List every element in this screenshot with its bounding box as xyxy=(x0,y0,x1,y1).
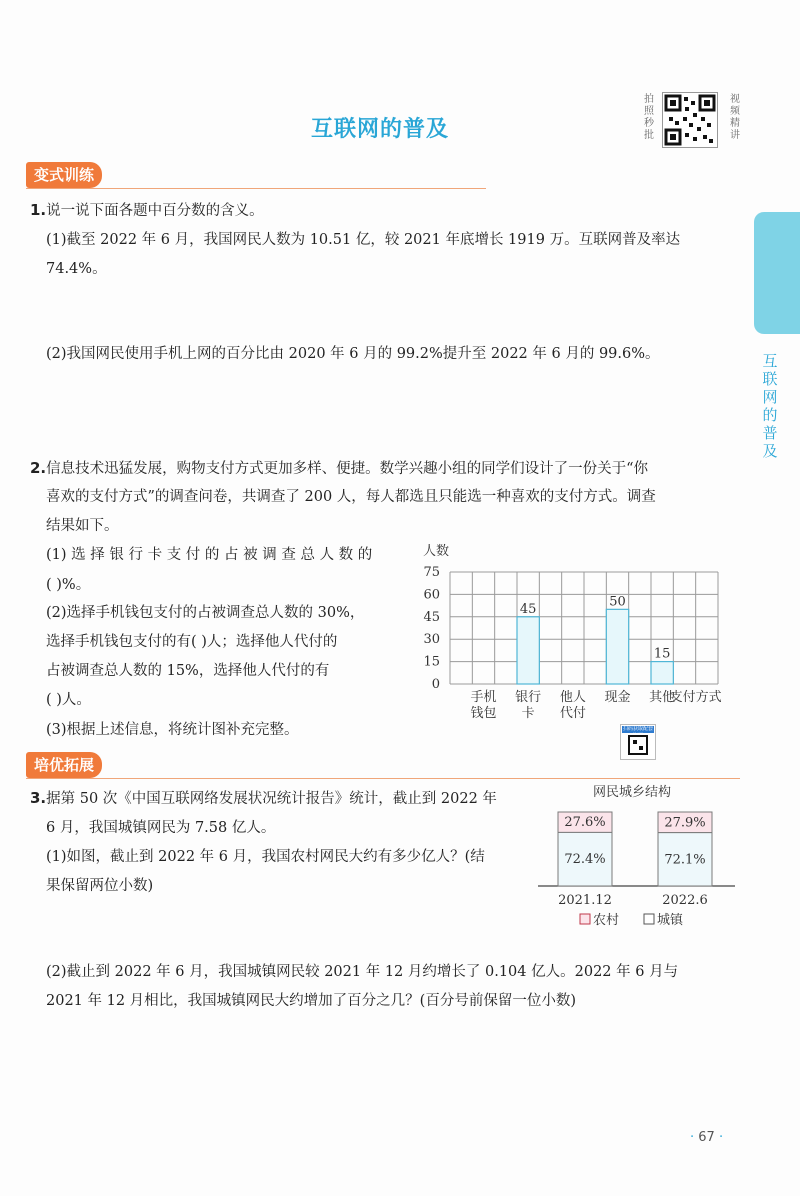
section-tag-variant-training: 变式训练 xyxy=(26,162,102,188)
question-1-stem xyxy=(30,196,264,225)
bar xyxy=(606,609,628,684)
q2-sub2-line1: (2)选择手机钱包支付的占被调查总人数的 30%， xyxy=(46,605,365,621)
question-text: 信息技术迅猛发展，购物支付方式更加多样、便捷。数学兴趣小组的同学们设计了一份关于“你 xyxy=(46,461,649,477)
qr-code-icon xyxy=(621,725,655,759)
section-divider xyxy=(26,188,486,189)
y-tick-label: 60 xyxy=(423,587,440,603)
x-tick-label: 代付 xyxy=(559,706,586,721)
question-2-line1 xyxy=(30,454,648,483)
question-2-line3: 结果如下。 xyxy=(46,518,119,534)
bar-value-label: 27.6% xyxy=(564,815,606,831)
legend-swatch-rural xyxy=(580,914,590,924)
q2-sub3: (3)根据上述信息，将统计图补充完整。 xyxy=(46,722,299,738)
bar-value-label: 72.4% xyxy=(564,852,606,868)
question-text: 说一说下面各题中百分数的含义。 xyxy=(46,203,264,219)
q2-sub1-line2: ( )%。 xyxy=(46,577,91,593)
bar-value-label: 45 xyxy=(519,601,537,617)
chart-title: 网民城乡结构 xyxy=(592,785,672,800)
resource-qr-badge[interactable] xyxy=(620,724,656,760)
q1-part1-line1: (1)截至 2022 年 6 月，我国网民人数为 10.51 亿，较 2021 年底增长 1919 万。互联网普及率达 xyxy=(46,232,681,248)
bar xyxy=(651,662,673,684)
x-axis-title: 支付方式 xyxy=(669,690,722,705)
question-number: 2. xyxy=(30,459,47,477)
legend-label: 城镇 xyxy=(657,913,684,928)
question-3-line1 xyxy=(30,784,497,813)
x-tick-label: 卡 xyxy=(521,706,535,721)
q3-sub2-line2: 2021 年 12 月相比，我国城镇网民大约增加了百分之几？(百分号前保留一位小数) xyxy=(46,993,576,1009)
question-3-line2: 6 月，我国城镇网民为 7.58 亿人。 xyxy=(46,820,276,836)
qr-right-text: 视 频 精 讲 xyxy=(730,94,740,141)
qr-left-text: 拍 照 秒 批 xyxy=(644,94,654,141)
x-tick-label: 钱包 xyxy=(470,706,497,721)
x-tick-label: 他人 xyxy=(559,690,586,705)
chapter-side-label: 互 联 网 的 普 及 xyxy=(762,352,778,460)
page-number xyxy=(690,1130,723,1145)
bar xyxy=(517,617,539,684)
q2-sub2-line2: 选择手机钱包支付的有( )人；选择他人代付的 xyxy=(46,634,338,650)
bar-value-label: 27.9% xyxy=(664,815,706,831)
page-dot-icon: · xyxy=(690,1130,695,1145)
x-tick-label: 其他 xyxy=(649,690,676,705)
qr-code-block[interactable] xyxy=(640,92,750,150)
q2-sub2-line4: ( )人。 xyxy=(46,692,91,708)
x-tick-label: 2021.12 xyxy=(558,893,612,908)
chapter-side-tab xyxy=(754,212,800,334)
netizen-urban-rural-chart xyxy=(530,778,745,938)
y-tick-label: 30 xyxy=(423,632,440,648)
badge-label: 扫码获取配套资源 xyxy=(622,726,653,739)
q3-sub1-line1: (1)如图，截止到 2022 年 6 月，我国农村网民大约有多少亿人？(结 xyxy=(46,849,485,865)
bar-value-label: 72.1% xyxy=(664,852,706,868)
q1-part1-line2: 74.4%。 xyxy=(46,261,107,277)
x-tick-label: 2022.6 xyxy=(662,893,708,908)
page-dot-icon: · xyxy=(718,1130,724,1145)
page-number-text: 67 xyxy=(698,1130,715,1145)
bar-value-label: 15 xyxy=(653,646,671,662)
q3-sub2-line1: (2)截止到 2022 年 6 月，我国城镇网民较 2021 年 12 月约增长了 0.104 亿人。2022 年 6 月与 xyxy=(46,964,679,980)
x-tick-label: 手机 xyxy=(470,690,497,705)
q2-sub2-line3: 占被调查总人数的 15%，选择他人代付的有 xyxy=(46,663,330,679)
question-text: 据第 50 次《中国互联网络发展状况统计报告》统计，截止到 2022 年 xyxy=(46,791,497,807)
q3-sub1-line2: 果保留两位小数) xyxy=(46,878,154,894)
legend-label: 农村 xyxy=(593,913,620,928)
legend-swatch-urban xyxy=(644,914,654,924)
x-tick-label: 现金 xyxy=(604,690,631,705)
page-title: 互联网的普及 xyxy=(310,117,449,142)
y-tick-label: 15 xyxy=(423,654,440,670)
y-axis-title: 人数 xyxy=(423,544,450,559)
question-2-line2: 喜欢的支付方式”的调查问卷，共调查了 200 人，每人都选且只能选一种喜欢的支付方式。调查 xyxy=(46,489,656,505)
qr-code-icon[interactable] xyxy=(662,92,718,148)
q2-sub1-line1: (1) 选 择 银 行 卡 支 付 的 占 被 调 查 总 人 数 的 xyxy=(46,547,373,563)
section-tag-advanced: 培优拓展 xyxy=(26,752,102,778)
payment-method-bar-chart xyxy=(415,538,750,723)
y-tick-label: 75 xyxy=(423,565,440,580)
y-tick-label: 45 xyxy=(423,609,440,625)
y-tick-label: 0 xyxy=(431,677,440,692)
question-number: 1. xyxy=(30,201,47,219)
bar-value-label: 50 xyxy=(609,594,626,610)
question-number: 3. xyxy=(30,789,47,807)
q1-part2: (2)我国网民使用手机上网的百分比由 2020 年 6 月的 99.2%提升至 2022 年 6 月的 99.6%。 xyxy=(46,346,660,362)
x-tick-label: 银行 xyxy=(515,690,542,705)
